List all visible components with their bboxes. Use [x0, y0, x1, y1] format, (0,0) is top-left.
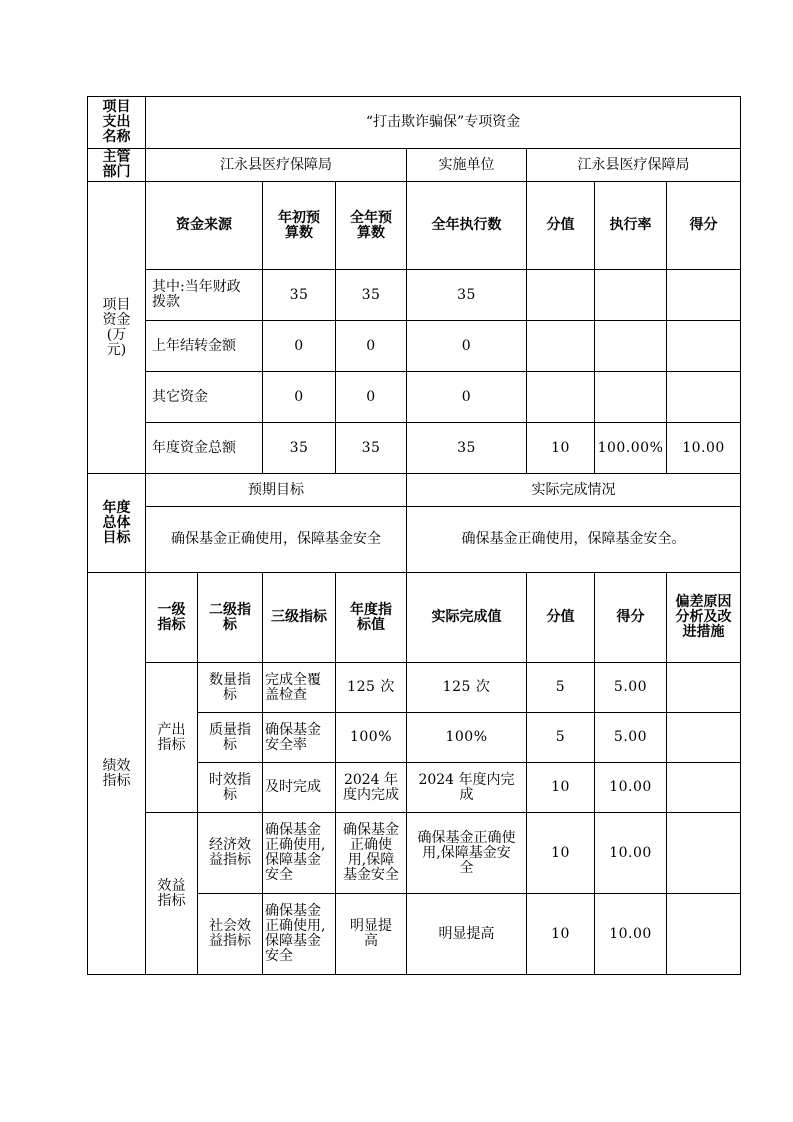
perf-target: 明显提高 [336, 894, 407, 975]
funds-executed: 0 [407, 372, 527, 423]
perf-level3: 及时完成 [263, 763, 336, 813]
funds-row [88, 372, 741, 423]
funds-initial: 35 [263, 423, 336, 474]
funds-annual: 0 [336, 372, 407, 423]
funds-source: 其中:当年财政拨款 [146, 270, 263, 321]
perf-col-actual: 实际完成值 [407, 573, 527, 663]
perf-actual: 125 次 [407, 663, 527, 713]
perf-level3: 完成全覆盖检查 [263, 663, 336, 713]
funds-col-score: 得分 [667, 182, 741, 270]
funds-executed: 35 [407, 423, 527, 474]
perf-score: 5.00 [595, 713, 667, 763]
perf-weight: 10 [527, 763, 595, 813]
perf-col-note: 偏差原因分析及改进措施 [667, 573, 741, 663]
funds-weight [527, 372, 595, 423]
perf-score: 10.00 [595, 763, 667, 813]
funds-row [88, 270, 741, 321]
funds-source: 年度资金总额 [146, 423, 263, 474]
perf-weight: 5 [527, 663, 595, 713]
perf-target: 确保基金正确使用,保障基金安全 [336, 813, 407, 894]
funds-col-executed: 全年执行数 [407, 182, 527, 270]
funds-col-rate: 执行率 [595, 182, 667, 270]
perf-level2: 社会效益指标 [198, 894, 263, 975]
perf-level2: 时效指标 [198, 763, 263, 813]
perf-weight: 5 [527, 713, 595, 763]
perf-actual: 2024 年度内完成 [407, 763, 527, 813]
perf-col-target: 年度指标值 [336, 573, 407, 663]
project-name-label: 项目支出名称 [88, 97, 146, 149]
perf-level1: 产出指标 [146, 663, 198, 813]
perf-weight: 10 [527, 813, 595, 894]
funds-score: 10.00 [667, 423, 741, 474]
perf-target: 100% [336, 713, 407, 763]
goals-label: 年度总体目标 [88, 474, 146, 573]
funds-executed: 35 [407, 270, 527, 321]
funds-annual: 0 [336, 321, 407, 372]
perf-target: 2024 年度内完成 [336, 763, 407, 813]
goals-expected-text: 确保基金正确使用，保障基金安全 [146, 507, 407, 573]
funds-annual: 35 [336, 423, 407, 474]
funds-col-initial: 年初预算数 [263, 182, 336, 270]
perf-level1: 效益指标 [146, 813, 198, 975]
perf-label: 绩效指标 [88, 573, 146, 975]
dept-label: 主管部门 [88, 149, 146, 182]
funds-weight [527, 321, 595, 372]
project-name-value: “打击欺诈骗保”专项资金 [146, 97, 741, 149]
perf-col-score: 得分 [595, 573, 667, 663]
impl-label: 实施单位 [407, 149, 527, 182]
funds-row [88, 321, 741, 372]
funds-label: 项目资金(万元) [88, 182, 146, 474]
funds-annual: 35 [336, 270, 407, 321]
perf-actual: 明显提高 [407, 894, 527, 975]
perf-actual: 100% [407, 713, 527, 763]
funds-source: 上年结转金额 [146, 321, 263, 372]
funds-score [667, 270, 741, 321]
perf-level3: 确保基金安全率 [263, 713, 336, 763]
perf-note [667, 813, 741, 894]
funds-col-annual: 全年预算数 [336, 182, 407, 270]
funds-col-weight: 分值 [527, 182, 595, 270]
dept-value: 江永县医疗保障局 [146, 149, 407, 182]
funds-source: 其它资金 [146, 372, 263, 423]
perf-level3: 确保基金正确使用,保障基金安全 [263, 813, 336, 894]
performance-evaluation-table [87, 96, 741, 975]
funds-col-source: 资金来源 [146, 182, 263, 270]
funds-rate [595, 372, 667, 423]
funds-executed: 0 [407, 321, 527, 372]
perf-score: 5.00 [595, 663, 667, 713]
perf-col-level3: 三级指标 [263, 573, 336, 663]
funds-rate [595, 321, 667, 372]
perf-row [88, 663, 741, 713]
perf-level3: 确保基金正确使用,保障基金安全 [263, 894, 336, 975]
goals-actual-text: 确保基金正确使用，保障基金安全。 [407, 507, 741, 573]
perf-col-level1: 一级指标 [146, 573, 198, 663]
funds-initial: 0 [263, 372, 336, 423]
impl-value: 江永县医疗保障局 [527, 149, 741, 182]
funds-rate: 100.00% [595, 423, 667, 474]
perf-target: 125 次 [336, 663, 407, 713]
perf-score: 10.00 [595, 894, 667, 975]
perf-level2: 质量指标 [198, 713, 263, 763]
perf-note [667, 763, 741, 813]
perf-note [667, 894, 741, 975]
perf-level2: 经济效益指标 [198, 813, 263, 894]
perf-row [88, 813, 741, 894]
perf-note [667, 713, 741, 763]
goals-expected-header: 预期目标 [146, 474, 407, 507]
funds-rate [595, 270, 667, 321]
perf-col-weight: 分值 [527, 573, 595, 663]
funds-row [88, 423, 741, 474]
funds-weight [527, 270, 595, 321]
funds-weight: 10 [527, 423, 595, 474]
funds-initial: 0 [263, 321, 336, 372]
funds-initial: 35 [263, 270, 336, 321]
perf-actual: 确保基金正确使用,保障基金安全 [407, 813, 527, 894]
perf-col-level2: 二级指标 [198, 573, 263, 663]
perf-score: 10.00 [595, 813, 667, 894]
goals-actual-header: 实际完成情况 [407, 474, 741, 507]
perf-note [667, 663, 741, 713]
funds-score [667, 321, 741, 372]
perf-level2: 数量指标 [198, 663, 263, 713]
perf-weight: 10 [527, 894, 595, 975]
funds-score [667, 372, 741, 423]
